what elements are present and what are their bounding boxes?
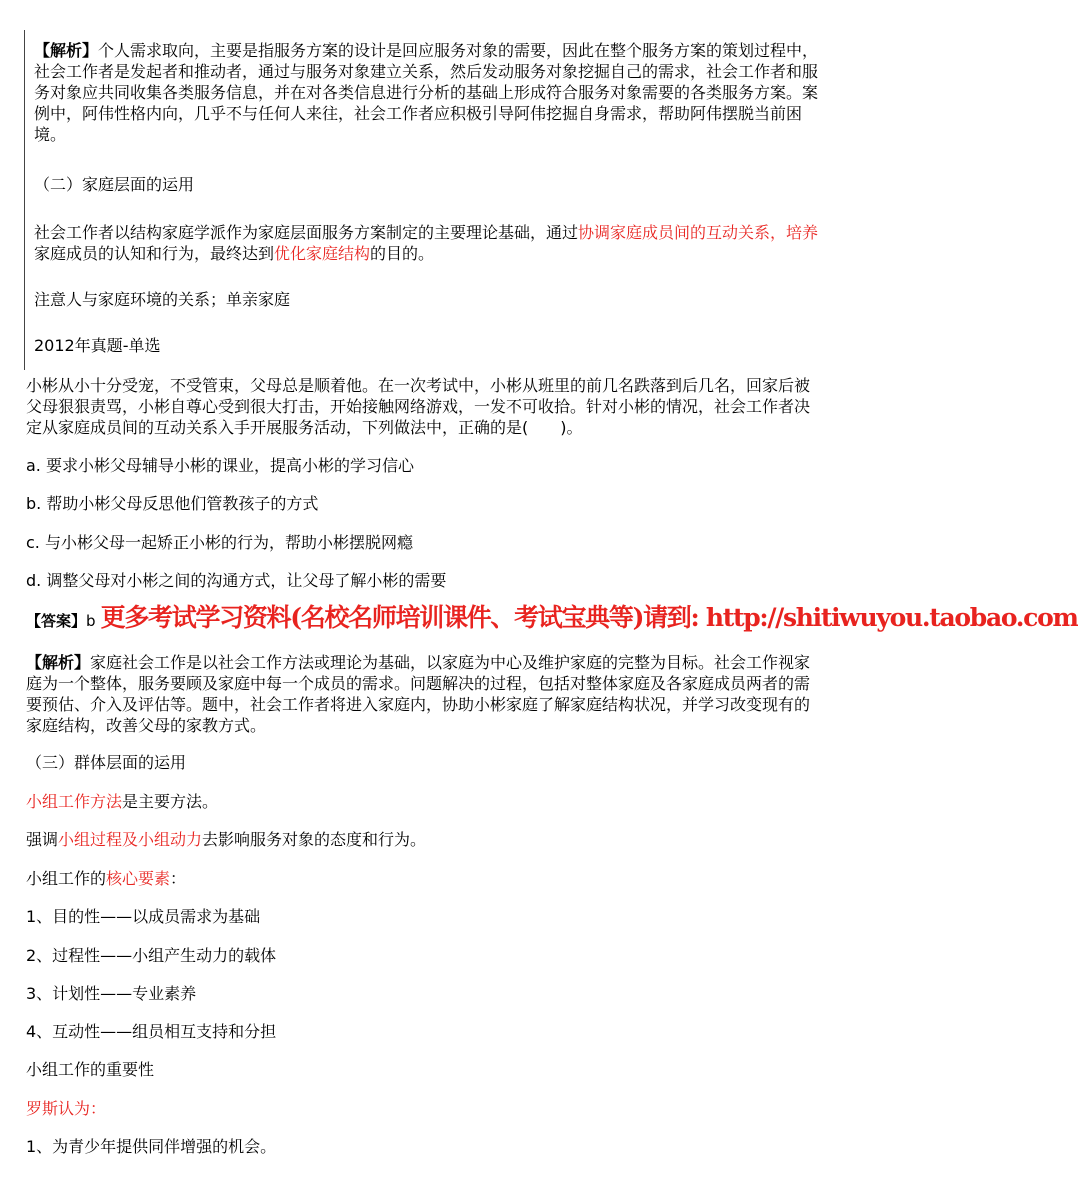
section2-paragraph-line2: 家庭成员的认知和行为，最终达到优化家庭结构的目的。 bbox=[34, 244, 435, 263]
analysis1-line1: 【解析】个人需求取向，主要是指服务方案的设计是回应服务对象的需要，因此在整个服务方案的策划过程中， bbox=[34, 41, 819, 60]
section2-paragraph-line1: 社会工作者以结构家庭学派作为家庭层面服务方案制定的主要理论基础，通过协调家庭成员间的互动关系，培养 bbox=[34, 223, 819, 242]
analysis1-line2: 社会工作者是发起者和推动者，通过与服务对象建立关系，然后发动服务对象挖掘自己的需求，社会工作者和服 bbox=[34, 62, 819, 81]
highlight-text: 协调家庭成员间的互动关系，培养 bbox=[578, 223, 819, 242]
ross-item-1: 1、为青少年提供同伴增强的机会。 bbox=[26, 1137, 277, 1156]
answer-value: b bbox=[86, 612, 96, 630]
analysis1-line3: 务对象应共同收集各类服务信息，并在对各类信息进行分析的基础上形成符合服务对象需要的各类服务方案。案 bbox=[34, 83, 819, 102]
answer-tag: 【答案】 bbox=[26, 612, 87, 630]
option-b: b. 帮助小彬父母反思他们管教孩子的方式 bbox=[26, 494, 319, 513]
analysis2-line1: 【解析】家庭社会工作是以社会工作方法或理论为基础，以家庭为中心及维护家庭的完整为目标。社会工作视家 bbox=[26, 653, 811, 672]
answer-line bbox=[26, 598, 1078, 634]
analysis2-line3: 要预估、介入及评估等。题中，社会工作者将进入家庭内，协助小彬家庭了解家庭结构状况，并学习改变现有的 bbox=[26, 695, 811, 714]
section3-heading: （三）群体层面的运用 bbox=[26, 753, 187, 772]
analysis-tag: 【解析】 bbox=[34, 41, 99, 60]
core-item-2: 2、过程性——小组产生动力的载体 bbox=[26, 946, 277, 965]
ross-heading: 罗斯认为： bbox=[26, 1099, 107, 1118]
section2-heading: （二）家庭层面的运用 bbox=[34, 175, 195, 194]
option-c: c. 与小彬父母一起矫正小彬的行为，帮助小彬摆脱网瘾 bbox=[26, 533, 413, 552]
left-margin-rule bbox=[24, 30, 25, 370]
core-elements-line: 小组工作的核心要素： bbox=[26, 869, 187, 888]
promo-text: 更多考试学习资料(名校名师培训课件、考试宝典等)请到: http://shitiwuyou.taobao.com bbox=[100, 603, 1078, 632]
question-line1: 小彬从小十分受宠，不受管束，父母总是顺着他。在一次考试中，小彬从班里的前几名跌落到后几名，回家后被 bbox=[26, 376, 811, 395]
highlight-text: 优化家庭结构 bbox=[274, 244, 371, 263]
exam-label: 2012年真题-单选 bbox=[34, 336, 161, 355]
analysis1-line4: 例中，阿伟性格内向，几乎不与任何人来往，社会工作者应积极引导阿伟挖掘自身需求，帮助阿伟摆脱当前困 bbox=[34, 104, 803, 123]
question-line2: 父母狠狠责骂，小彬自尊心受到很大打击，开始接触网络游戏，一发不可收拾。针对小彬的情况，社会工作者决 bbox=[26, 397, 811, 416]
core-item-3: 3、计划性——专业素养 bbox=[26, 984, 197, 1003]
highlight-text: 核心要素 bbox=[106, 869, 171, 888]
analysis2-line2: 庭为一个整体，服务要顾及家庭中每一个成员的需求。问题解决的过程，包括对整体家庭及各家庭成员两者的需 bbox=[26, 674, 811, 693]
option-d: d. 调整父母对小彬之间的沟通方式，让父母了解小彬的需要 bbox=[26, 571, 447, 590]
analysis-tag: 【解析】 bbox=[26, 653, 91, 672]
analysis2-line4: 家庭结构，改善父母的家教方式。 bbox=[26, 716, 267, 735]
highlight-text: 小组过程及小组动力 bbox=[58, 830, 203, 849]
emphasis-line: 强调小组过程及小组动力去影响服务对象的态度和行为。 bbox=[26, 830, 427, 849]
core-item-4: 4、互动性——组员相互支持和分担 bbox=[26, 1022, 277, 1041]
option-a: a. 要求小彬父母辅导小彬的课业，提高小彬的学习信心 bbox=[26, 456, 414, 475]
question-line3: 定从家庭成员间的互动关系入手开展服务活动，下列做法中，正确的是( )。 bbox=[26, 418, 583, 437]
method-line: 小组工作方法是主要方法。 bbox=[26, 792, 219, 811]
highlight-text: 小组工作方法 bbox=[26, 792, 123, 811]
section2-note: 注意人与家庭环境的关系；单亲家庭 bbox=[34, 290, 291, 309]
importance-heading: 小组工作的重要性 bbox=[26, 1060, 155, 1079]
core-item-1: 1、目的性——以成员需求为基础 bbox=[26, 907, 261, 926]
analysis1-line5: 境。 bbox=[34, 125, 67, 144]
